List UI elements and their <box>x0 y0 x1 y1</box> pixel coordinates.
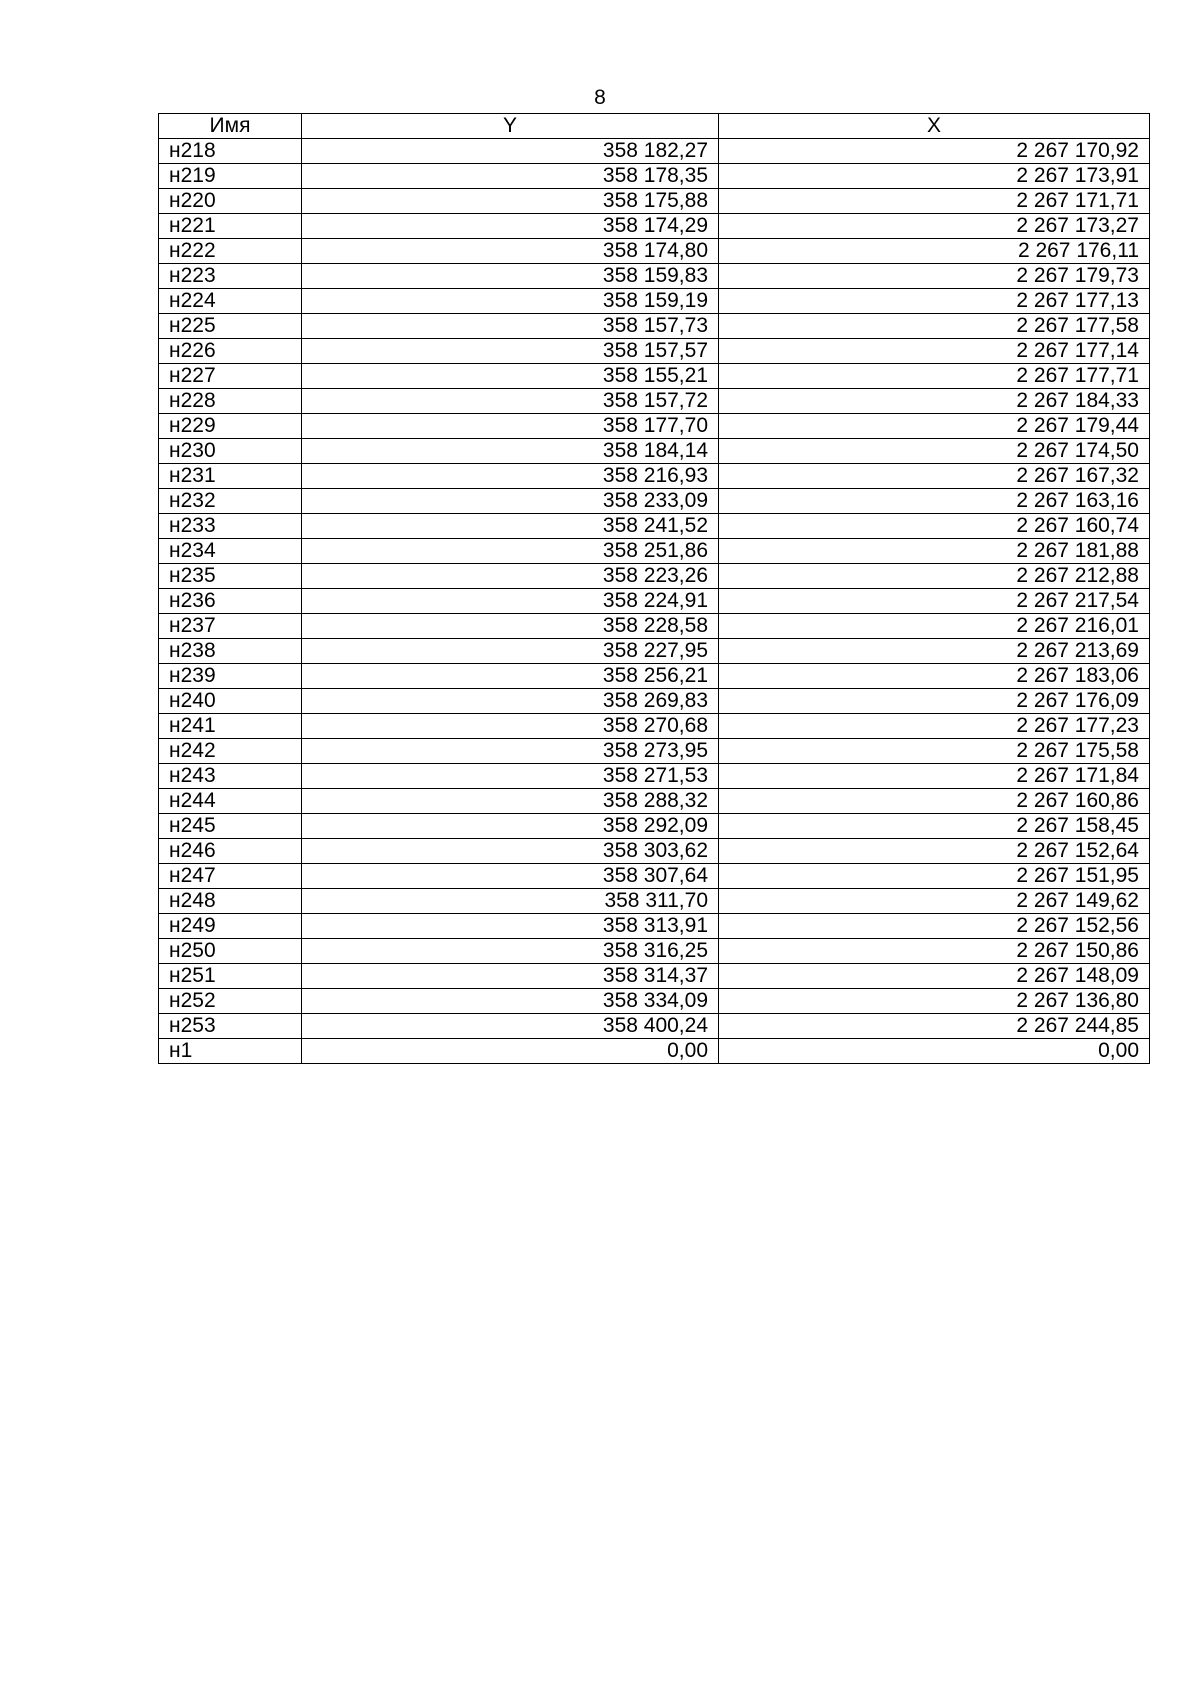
x-coordinate-cell: 2 267 173,27 <box>719 214 1150 239</box>
point-name-cell: н234 <box>159 539 302 564</box>
y-coordinate-cell: 358 157,73 <box>302 314 719 339</box>
point-name-cell: н233 <box>159 514 302 539</box>
y-coordinate-cell: 358 178,35 <box>302 164 719 189</box>
table-row <box>159 214 1150 239</box>
point-name-cell: н248 <box>159 889 302 914</box>
point-name-cell: н224 <box>159 289 302 314</box>
x-coordinate-cell: 2 267 179,44 <box>719 414 1150 439</box>
x-coordinate-cell: 2 267 175,58 <box>719 739 1150 764</box>
y-coordinate-cell: 358 251,86 <box>302 539 719 564</box>
y-coordinate-cell: 358 269,83 <box>302 689 719 714</box>
x-coordinate-cell: 2 267 177,13 <box>719 289 1150 314</box>
y-coordinate-cell: 358 273,95 <box>302 739 719 764</box>
x-coordinate-cell: 2 267 212,88 <box>719 564 1150 589</box>
y-coordinate-cell: 358 184,14 <box>302 439 719 464</box>
y-coordinate-cell: 358 216,93 <box>302 464 719 489</box>
y-coordinate-cell: 358 400,24 <box>302 1014 719 1039</box>
table-row <box>159 239 1150 264</box>
point-name-cell: н230 <box>159 439 302 464</box>
point-name-cell: н221 <box>159 214 302 239</box>
point-name-cell: н219 <box>159 164 302 189</box>
y-coordinate-cell: 358 174,80 <box>302 239 719 264</box>
x-coordinate-cell: 0,00 <box>719 1039 1150 1064</box>
table-row <box>159 839 1150 864</box>
x-coordinate-cell: 2 267 181,88 <box>719 539 1150 564</box>
point-name-cell: н236 <box>159 589 302 614</box>
y-coordinate-cell: 358 224,91 <box>302 589 719 614</box>
y-coordinate-cell: 358 288,32 <box>302 789 719 814</box>
x-coordinate-cell: 2 267 176,11 <box>719 239 1150 264</box>
table-row <box>159 989 1150 1014</box>
y-coordinate-cell: 358 174,29 <box>302 214 719 239</box>
point-name-cell: н1 <box>159 1039 302 1064</box>
point-name-cell: н249 <box>159 914 302 939</box>
table-row <box>159 639 1150 664</box>
table-row <box>159 389 1150 414</box>
point-name-cell: н235 <box>159 564 302 589</box>
table-row <box>159 314 1150 339</box>
point-name-cell: н229 <box>159 414 302 439</box>
x-coordinate-cell: 2 267 149,62 <box>719 889 1150 914</box>
x-coordinate-cell: 2 267 170,92 <box>719 139 1150 164</box>
table-row <box>159 964 1150 989</box>
y-coordinate-cell: 358 157,72 <box>302 389 719 414</box>
point-name-cell: н227 <box>159 364 302 389</box>
y-coordinate-cell: 358 159,19 <box>302 289 719 314</box>
point-name-cell: н218 <box>159 139 302 164</box>
x-coordinate-cell: 2 267 177,58 <box>719 314 1150 339</box>
point-name-cell: н242 <box>159 739 302 764</box>
point-name-cell: н244 <box>159 789 302 814</box>
point-name-cell: н232 <box>159 489 302 514</box>
x-coordinate-cell: 2 267 213,69 <box>719 639 1150 664</box>
x-coordinate-cell: 2 267 163,16 <box>719 489 1150 514</box>
x-coordinate-cell: 2 267 160,86 <box>719 789 1150 814</box>
y-coordinate-cell: 358 334,09 <box>302 989 719 1014</box>
y-coordinate-cell: 358 303,62 <box>302 839 719 864</box>
table-row <box>159 1014 1150 1039</box>
table-row <box>159 864 1150 889</box>
table-row <box>159 364 1150 389</box>
x-coordinate-cell: 2 267 217,54 <box>719 589 1150 614</box>
header-row <box>159 114 1150 139</box>
x-coordinate-cell: 2 267 171,71 <box>719 189 1150 214</box>
x-coordinate-cell: 2 267 148,09 <box>719 964 1150 989</box>
table-body <box>159 139 1150 1064</box>
x-coordinate-cell: 2 267 174,50 <box>719 439 1150 464</box>
x-coordinate-cell: 2 267 167,32 <box>719 464 1150 489</box>
table-row <box>159 614 1150 639</box>
header-x: X <box>719 114 1150 139</box>
y-coordinate-cell: 358 270,68 <box>302 714 719 739</box>
y-coordinate-cell: 358 177,70 <box>302 414 719 439</box>
table-row <box>159 489 1150 514</box>
y-coordinate-cell: 358 159,83 <box>302 264 719 289</box>
table-header <box>159 114 1150 139</box>
y-coordinate-cell: 358 155,21 <box>302 364 719 389</box>
point-name-cell: н240 <box>159 689 302 714</box>
point-name-cell: н225 <box>159 314 302 339</box>
point-name-cell: н241 <box>159 714 302 739</box>
y-coordinate-cell: 358 182,27 <box>302 139 719 164</box>
table-row <box>159 764 1150 789</box>
y-coordinate-cell: 358 316,25 <box>302 939 719 964</box>
y-coordinate-cell: 358 228,58 <box>302 614 719 639</box>
point-name-cell: н226 <box>159 339 302 364</box>
table-row <box>159 189 1150 214</box>
table-row <box>159 414 1150 439</box>
table-row <box>159 689 1150 714</box>
x-coordinate-cell: 2 267 244,85 <box>719 1014 1150 1039</box>
x-coordinate-cell: 2 267 216,01 <box>719 614 1150 639</box>
x-coordinate-cell: 2 267 151,95 <box>719 864 1150 889</box>
x-coordinate-cell: 2 267 150,86 <box>719 939 1150 964</box>
x-coordinate-cell: 2 267 177,14 <box>719 339 1150 364</box>
x-coordinate-cell: 2 267 160,74 <box>719 514 1150 539</box>
y-coordinate-cell: 358 241,52 <box>302 514 719 539</box>
x-coordinate-cell: 2 267 136,80 <box>719 989 1150 1014</box>
x-coordinate-cell: 2 267 171,84 <box>719 764 1150 789</box>
table-row <box>159 714 1150 739</box>
table-row <box>159 264 1150 289</box>
x-coordinate-cell: 2 267 158,45 <box>719 814 1150 839</box>
page-number: 8 <box>594 86 606 109</box>
table-row <box>159 914 1150 939</box>
coordinates-table <box>158 113 1150 1064</box>
table-row <box>159 464 1150 489</box>
x-coordinate-cell: 2 267 176,09 <box>719 689 1150 714</box>
point-name-cell: н228 <box>159 389 302 414</box>
y-coordinate-cell: 358 256,21 <box>302 664 719 689</box>
point-name-cell: н220 <box>159 189 302 214</box>
y-coordinate-cell: 358 314,37 <box>302 964 719 989</box>
point-name-cell: н251 <box>159 964 302 989</box>
table-row <box>159 1039 1150 1064</box>
y-coordinate-cell: 358 313,91 <box>302 914 719 939</box>
point-name-cell: н243 <box>159 764 302 789</box>
header-name: Имя <box>159 114 302 139</box>
table-row <box>159 814 1150 839</box>
table-row <box>159 564 1150 589</box>
y-coordinate-cell: 358 292,09 <box>302 814 719 839</box>
point-name-cell: н252 <box>159 989 302 1014</box>
point-name-cell: н253 <box>159 1014 302 1039</box>
x-coordinate-cell: 2 267 177,71 <box>719 364 1150 389</box>
table-row <box>159 739 1150 764</box>
y-coordinate-cell: 358 233,09 <box>302 489 719 514</box>
y-coordinate-cell: 358 175,88 <box>302 189 719 214</box>
x-coordinate-cell: 2 267 184,33 <box>719 389 1150 414</box>
y-coordinate-cell: 358 307,64 <box>302 864 719 889</box>
point-name-cell: н238 <box>159 639 302 664</box>
x-coordinate-cell: 2 267 152,56 <box>719 914 1150 939</box>
table-row <box>159 589 1150 614</box>
table-row <box>159 339 1150 364</box>
y-coordinate-cell: 358 271,53 <box>302 764 719 789</box>
point-name-cell: н222 <box>159 239 302 264</box>
point-name-cell: н247 <box>159 864 302 889</box>
point-name-cell: н245 <box>159 814 302 839</box>
y-coordinate-cell: 358 311,70 <box>302 889 719 914</box>
x-coordinate-cell: 2 267 183,06 <box>719 664 1150 689</box>
table-row <box>159 289 1150 314</box>
x-coordinate-cell: 2 267 152,64 <box>719 839 1150 864</box>
table-row <box>159 664 1150 689</box>
table-row <box>159 889 1150 914</box>
y-coordinate-cell: 358 227,95 <box>302 639 719 664</box>
table-row <box>159 539 1150 564</box>
point-name-cell: н223 <box>159 264 302 289</box>
point-name-cell: н250 <box>159 939 302 964</box>
y-coordinate-cell: 358 157,57 <box>302 339 719 364</box>
y-coordinate-cell: 0,00 <box>302 1039 719 1064</box>
table-row <box>159 939 1150 964</box>
y-coordinate-cell: 358 223,26 <box>302 564 719 589</box>
x-coordinate-cell: 2 267 179,73 <box>719 264 1150 289</box>
point-name-cell: н237 <box>159 614 302 639</box>
x-coordinate-cell: 2 267 177,23 <box>719 714 1150 739</box>
header-y: Y <box>302 114 719 139</box>
point-name-cell: н239 <box>159 664 302 689</box>
point-name-cell: н246 <box>159 839 302 864</box>
table-row <box>159 514 1150 539</box>
table-row <box>159 439 1150 464</box>
x-coordinate-cell: 2 267 173,91 <box>719 164 1150 189</box>
table-row <box>159 139 1150 164</box>
table-row <box>159 789 1150 814</box>
table-row <box>159 164 1150 189</box>
point-name-cell: н231 <box>159 464 302 489</box>
